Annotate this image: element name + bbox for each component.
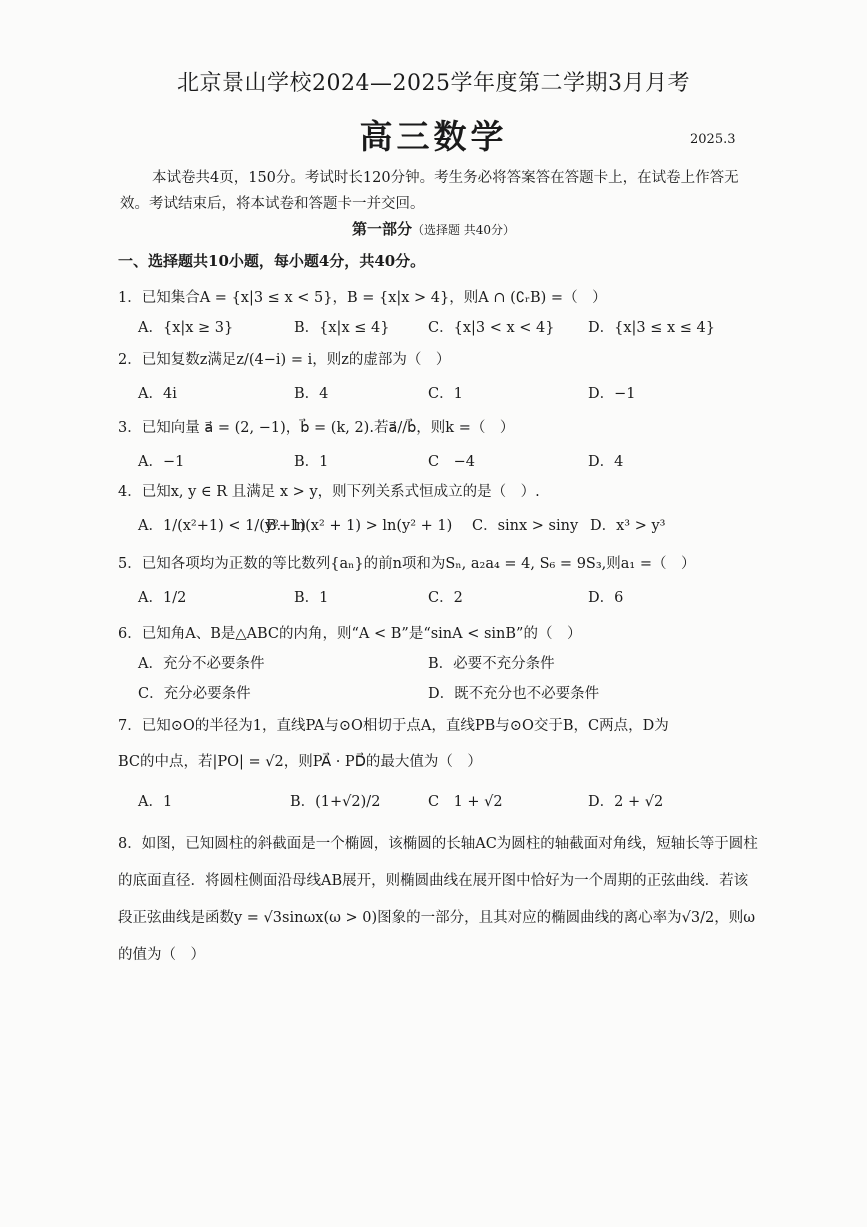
option: B．必要不充分条件 (428, 656, 555, 672)
option: A．1/2 (138, 590, 187, 606)
question-stem: 5．已知各项均为正数的等比数列{aₙ}的前n项和为Sₙ, a₂a₄ = 4, S₆ = 9S₃,则a₁ =（ ） (118, 556, 696, 572)
question-stem: 8．如图，已知圆柱的斜截面是一个椭圆，该椭圆的长轴AC为圆柱的轴截面对角线，短轴长等于圆柱的底面直径．将圆柱侧面沿母线AB展开，则椭圆曲线在展开图中恰好为一个周期的正弦曲线．若该段正弦曲线是函数y = √3sinωx(ω > 0)图象的一部分，且其对应的椭圆曲线的离心率为√3/2，则ω的值为（ ） (118, 836, 758, 963)
question-stem: 7．已知⊙O的半径为1，直线PA与⊙O相切于点A，直线PB与⊙O交于B，C两点，D为 (118, 718, 669, 734)
question-stem: 6．已知角A、B是△ABC的内角，则“A < B”是“sinA < sinB”的（ ） (118, 626, 582, 642)
option: A．充分不必要条件 (138, 656, 265, 672)
exam-date: 2025.3 (690, 132, 736, 147)
option: D．x³ > y³ (590, 518, 666, 534)
option: D．既不充分也不必要条件 (428, 686, 600, 702)
option: A．1/(x²+1) < 1/(y²+1) (138, 518, 306, 534)
question-stem: 3．已知向量 a⃗ = (2, −1)，b⃗ = (k, 2).若a⃗//b⃗，则k =（ ） (118, 420, 515, 436)
option: A．{x|x ≥ 3} (138, 320, 234, 336)
question-stem: 4．已知x, y ∈ R 且满足 x > y，则下列关系式恒成立的是（ ）. (118, 484, 540, 500)
option: D．−1 (588, 386, 636, 402)
option: C 1 + √2 (428, 794, 503, 810)
option: A．1 (138, 794, 173, 810)
part-title: 第一部分 (351, 220, 412, 238)
section-heading: 一、选择题共10小题，每小题4分，共40分。 (118, 252, 426, 270)
option: B．1 (294, 454, 329, 470)
option: D．{x|3 ≤ x ≤ 4} (588, 320, 716, 336)
exam-title: 北京景山学校2024—2025学年度第二学期3月月考 (177, 71, 690, 96)
option: B．4 (294, 386, 329, 402)
option: C −4 (428, 454, 475, 470)
option: B．ln(x² + 1) > ln(y² + 1) (266, 518, 453, 534)
option: B．{x|x ≤ 4} (294, 320, 390, 336)
option: D．4 (588, 454, 624, 470)
option: C．充分必要条件 (138, 686, 251, 702)
subject-title: 高三数学 (359, 117, 508, 156)
question-stem: 2．已知复数z满足z/(4−i) = i，则z的虚部为（ ） (118, 352, 451, 368)
question-stem: 1．已知集合A = {x|3 ≤ x < 5}，B = {x|x > 4}，则A ∩ (∁ᵣB) =（ ） (118, 290, 607, 306)
option: C．2 (428, 590, 463, 606)
question-stem-continued: BC的中点，若|PO| = √2，则PA⃗ · PD⃗的最大值为（ ） (118, 754, 482, 770)
part-heading (0, 218, 867, 239)
option: B．1 (294, 590, 329, 606)
option: B．(1+√2)/2 (290, 794, 381, 810)
option: C．1 (428, 386, 463, 402)
exam-instructions: 本试卷共4页，150分。考试时长120分钟。考生务必将答案答在答题卡上，在试卷上作答无效。考试结束后，将本试卷和答题卡一并交回。 (120, 170, 739, 212)
option: A．−1 (138, 454, 185, 470)
option: A．4i (138, 386, 177, 402)
option: D．2 + √2 (588, 794, 664, 810)
option: C．sinx > siny (472, 518, 579, 534)
option: C．{x|3 < x < 4} (428, 320, 555, 336)
part-subtitle: （选择题 共40分） (411, 223, 516, 237)
option: D．6 (588, 590, 624, 606)
